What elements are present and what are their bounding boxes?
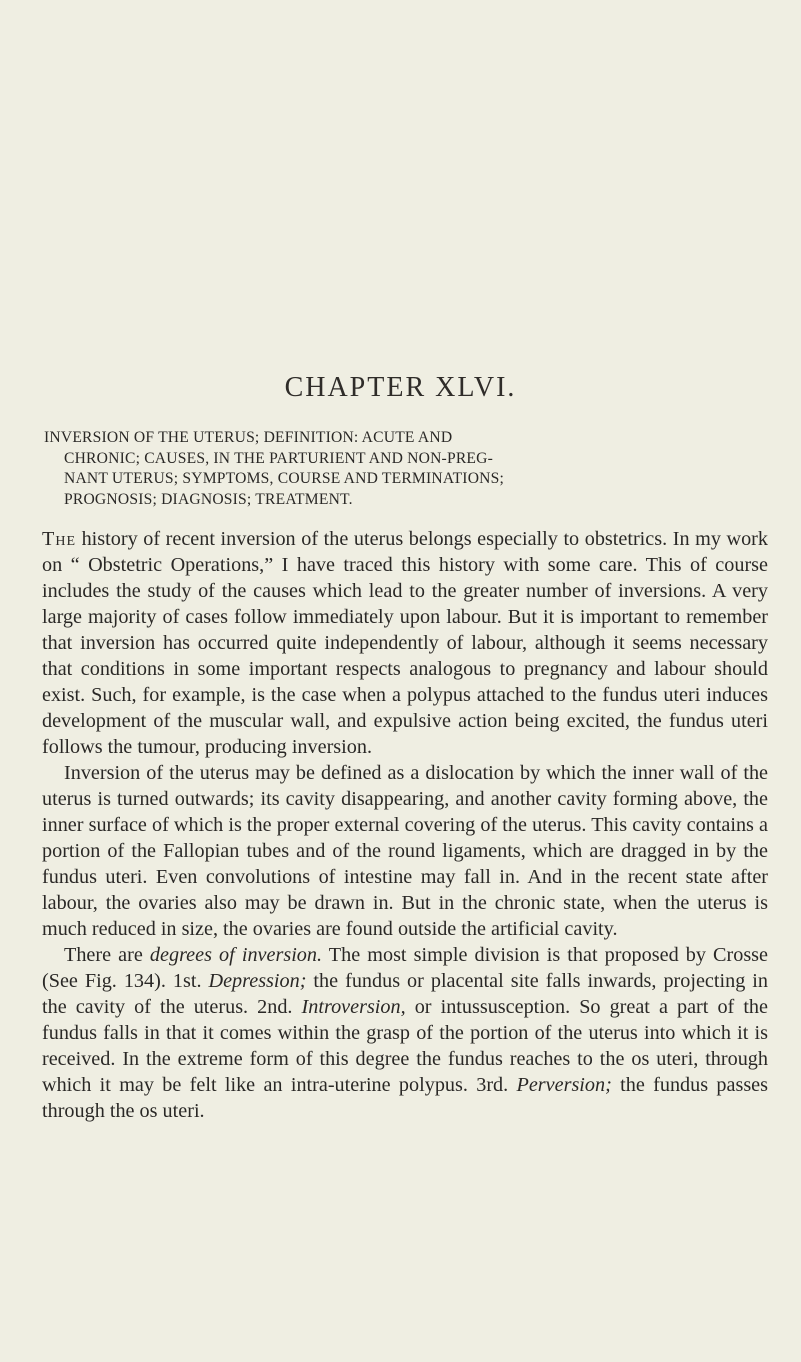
paragraph [42, 526, 768, 760]
chapter-summary [44, 428, 766, 510]
italic-term: degrees of inversion. [149, 944, 323, 966]
paragraph-text: or intussusception. So great a part of the fundus falls in that it comes within the grasp of the portion of the uterus into which it is received. In the extreme form of this degree the fundus reaches to the os uteri, through which it may be felt like an intra-uterine polypus. 3rd. [42, 996, 768, 1096]
summary-line: NANT UTERUS; SYMPTOMS, COURSE AND TERMINATIONS; [64, 470, 505, 487]
paragraph-lead: The [42, 528, 76, 550]
paragraph-text: the fundus passes through the os uteri. [42, 1074, 768, 1122]
italic-term: Introversion, [301, 996, 406, 1018]
body-text [42, 526, 768, 1124]
paragraph-text: There are [64, 944, 150, 966]
summary-line: INVERSION OF THE UTERUS; DEFINITION: ACUTE AND [44, 429, 453, 446]
chapter-title: CHAPTER XLVI. [284, 372, 517, 403]
italic-term: Perversion; [516, 1074, 612, 1096]
paragraph [42, 942, 768, 1124]
italic-term: Depression; [208, 970, 307, 992]
summary-line: CHRONIC; CAUSES, IN THE PARTURIENT AND NON-PREG- [64, 449, 494, 467]
paragraph-text: the fundus or placental site falls inwards, projecting in the cavity of the uterus. 2nd. [42, 970, 768, 1018]
paragraph-text: Inversion of the uterus may be defined as a dislocation by which the inner wall of the uterus is turned outwards; its cavity disappearing, and another cavity forming above, the inner surface of which is the proper external covering of the uterus. This cavity contains a portion of the Fallopian tubes and of the round ligaments, which are dragged in by the fundus uteri. Even convolutions of intestine may fall in. And in the recent state after labour, the ovaries also may be drawn in. But in the chronic state, when the uterus is much reduced in size, the ovaries are found outside the artificial cavity. [42, 762, 768, 940]
paragraph-text: The most simple division is that proposed by Crosse (See Fig. 134). 1st. [42, 944, 768, 992]
summary-line: PROGNOSIS; DIAGNOSIS; TREATMENT. [64, 490, 353, 508]
paragraph-text: history of recent inversion of the uterus belongs especially to obstetrics. In my work on “ Obstetric Operations,” I have traced this history with some care. This of course includes the study of the causes which lead to the greater number of inversions. A very large majority of cases follow immediately upon labour. But it is important to remember that inversion has occurred quite independently of labour, although it seems necessary that conditions in some important respects analogous to pregnancy and labour should exist. Such, for example, is the case when a polypus attached to the fundus uteri induces development of the muscular wall, and expulsive action being excited, the fundus uteri follows the tumour, producing inversion. [42, 528, 768, 758]
paragraph [42, 760, 768, 942]
